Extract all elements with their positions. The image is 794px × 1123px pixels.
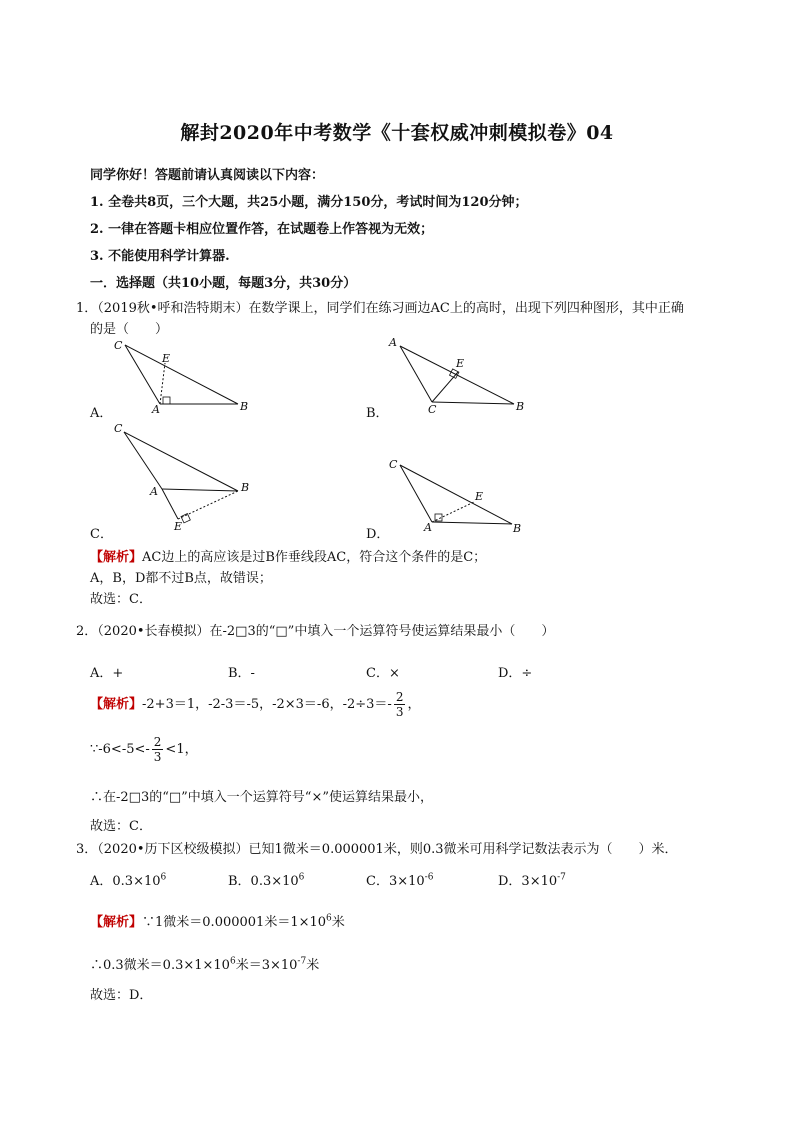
fig-c-label-b: B xyxy=(241,481,250,494)
intro-rule-2: 2. 一律在答题卡相应位置作答，在试题卷上作答视为无效； xyxy=(90,222,434,237)
figure-b xyxy=(388,336,524,416)
fraction: $\frac{2}{3}$ xyxy=(153,735,162,764)
q3-analysis-line2: ∴0.3微米$=0.3\times 1\times 10^6$米$=3\times 10^{-7}$米 xyxy=(90,956,320,973)
fig-d-label-e: E xyxy=(475,490,484,503)
q2-option-c: C．× xyxy=(366,666,400,681)
q1-stem-line1: 1．（2019秋•呼和浩特期末）在数学课上，同学们在练习画边AC上的高时，出现下列四种图形，其中正确 xyxy=(76,301,684,316)
q2-option-a: A．+ xyxy=(90,666,124,681)
q2-analysis-line2: ∵-6<-5<- $\frac{2}{3}$ <1， xyxy=(90,735,198,764)
q1-option-d-label: D． xyxy=(366,527,390,542)
q3-option-b: B．$0.3\times 10^6$ xyxy=(228,872,305,889)
q1-option-c-label: C． xyxy=(90,527,113,542)
q3-option-c: C．$3\times 10^{-6}$ xyxy=(366,872,434,889)
analysis-tag: 【解析】 xyxy=(90,915,143,930)
page-title: 解封2020年中考数学《十套权威冲刺模拟卷》04 xyxy=(180,122,614,144)
intro-greeting: 同学你好！答题前请认真阅读以下内容： xyxy=(90,168,325,183)
intro-rule-1: 1. 全卷共8页，三个大题，共25小题，满分150分，考试时间为120分钟； xyxy=(90,195,528,210)
section-heading: 一．选择题（共10小题，每题3分，共30分） xyxy=(90,276,357,291)
analysis-tag: 【解析】 xyxy=(90,697,143,712)
fig-d-label-c: C xyxy=(389,458,398,471)
q1-option-a-label: A． xyxy=(90,406,113,421)
fig-b-label-b: B xyxy=(516,400,525,413)
fig-c-label-e: E xyxy=(174,520,183,533)
figure-d xyxy=(389,458,521,535)
figure-a xyxy=(114,339,248,416)
q2-option-d: D．÷ xyxy=(498,666,533,681)
fig-a-label-a: A xyxy=(152,403,160,416)
figure-c xyxy=(114,422,249,533)
fig-c-label-c: C xyxy=(114,422,123,435)
intro-rule-3: 3. 不能使用科学计算器. xyxy=(90,249,230,264)
q1-option-b-label: B． xyxy=(366,406,389,421)
q2-answer: 故选：C． xyxy=(90,819,152,834)
fig-c-label-a: A xyxy=(150,485,158,498)
q1-stem-line2: 的是（ ） xyxy=(90,322,169,337)
fig-b-label-e: E xyxy=(456,357,465,370)
q3-option-a: A．$0.3\times 10^6$ xyxy=(90,872,167,889)
q3-answer: 故选：D． xyxy=(90,988,153,1003)
fig-d-label-b: B xyxy=(513,522,522,535)
q3-analysis-line1: 【解析】∵1微米＝0.000001米$=1\times 10^6$米 xyxy=(90,913,345,930)
fig-d-label-a: A xyxy=(424,521,432,534)
fig-a-label-e: E xyxy=(162,352,171,365)
q2-analysis-line3: ∴在-2□3的“□”中填入一个运算符号“×”使运算结果最小， xyxy=(90,790,433,805)
q2-option-b: B．- xyxy=(228,666,255,681)
q3-stem: 3．（2020•历下区校级模拟）已知1微米＝0.000001米，则0.3微米可用科学记数法表示为（ ）米． xyxy=(76,842,678,857)
analysis-tag: 【解析】 xyxy=(90,550,143,565)
q1-analysis-line2: A，B，D都不过B点，故错误； xyxy=(90,571,272,586)
q1-analysis-line1: 【解析】AC边上的高应该是过B作垂线段AC，符合这个条件的是C； xyxy=(90,550,487,565)
fig-a-label-c: C xyxy=(114,339,123,352)
fig-b-label-c: C xyxy=(428,403,437,416)
q2-analysis-line1: 【解析】-2+3＝1，-2-3＝-5，-2×3＝-6，-2÷3＝- $\frac{2}{3}$ ， xyxy=(90,690,421,719)
q1-figures xyxy=(0,0,794,560)
fraction: $\frac{2}{3}$ xyxy=(395,690,404,719)
q2-stem: 2．（2020•长春模拟）在-2□3的“□”中填入一个运算符号使运算结果最小（ ） xyxy=(76,624,555,639)
q3-option-d: D．$3\times 10^{-7}$ xyxy=(498,872,566,889)
fig-b-label-a: A xyxy=(389,336,397,349)
q1-answer: 故选：C． xyxy=(90,592,152,607)
fig-a-label-b: B xyxy=(240,400,249,413)
